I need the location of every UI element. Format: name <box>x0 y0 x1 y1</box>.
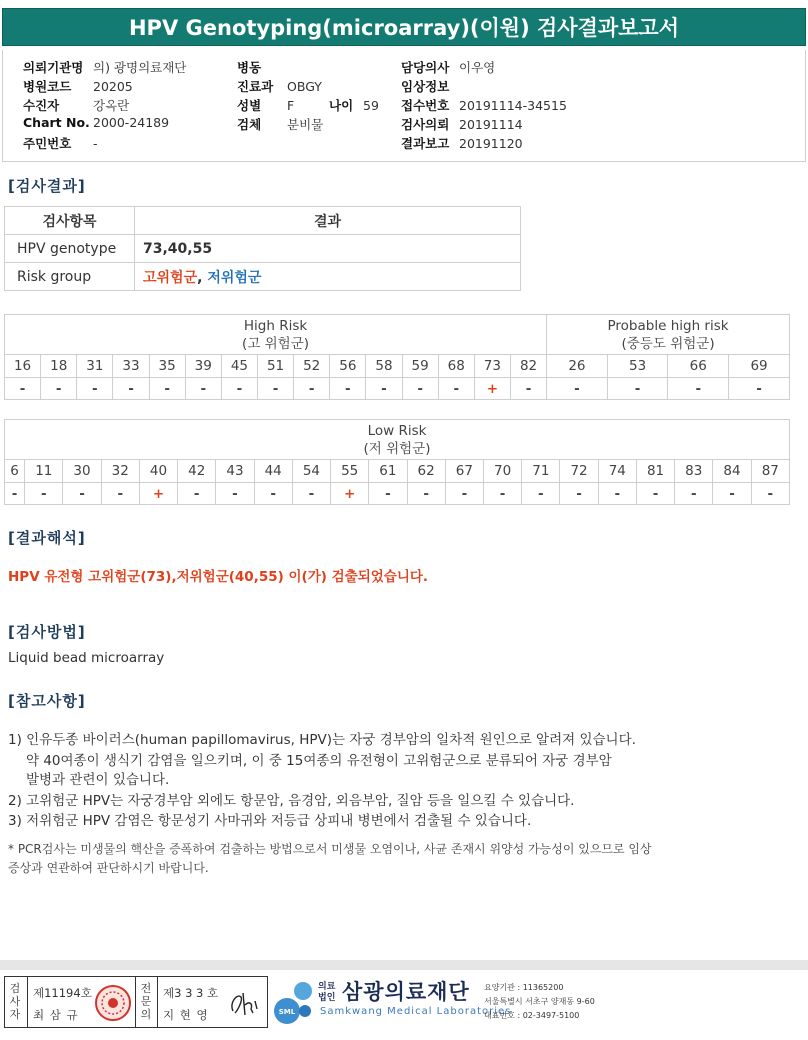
genotype-type-cell: 51 <box>257 355 293 378</box>
reference-line: 3) 저위험군 HPV 감염은 항문성기 사마귀와 저등급 상피내 병변에서 검출될 수 있습니다. <box>8 813 532 829</box>
examiner-vertical-label: 검사자 <box>9 982 21 1021</box>
genotype-type-cell: 35 <box>149 355 185 378</box>
genotype-type-cell: 16 <box>5 355 41 378</box>
genotype-result-cell: - <box>675 483 713 505</box>
divider <box>27 977 28 1027</box>
genotype-result-cell: - <box>407 483 445 505</box>
header-specimen: 검체 분비물 <box>237 117 324 132</box>
specialist-name: 지 현 영 <box>163 1008 209 1022</box>
genotype-result-cell: - <box>330 378 366 400</box>
genotype-result-cell: - <box>254 483 292 505</box>
header-ward: 병동 <box>237 60 262 75</box>
genotype-type-cell: 45 <box>221 355 257 378</box>
specialist-vertical-label: 전문의 <box>140 982 152 1021</box>
signature-box <box>4 976 268 1028</box>
header-patient-name: 수진자 강옥란 <box>23 98 130 113</box>
section-interpretation-title: [결과해석] <box>8 529 86 547</box>
genotype-result-cell: - <box>668 378 729 400</box>
genotype-result-cell: - <box>607 378 668 400</box>
result-head-result: 결과 <box>135 207 521 235</box>
report-title: HPV Genotyping(microarray)(이원) 검사결과보고서 <box>2 8 806 46</box>
genotype-type-cell: 18 <box>41 355 77 378</box>
examiner-name: 최 삼 규 <box>33 1008 79 1022</box>
corp-english-name: Samkwang Medical Laboratories <box>320 1006 512 1017</box>
genotype-result-cell: - <box>522 483 560 505</box>
high-risk-group-header: High Risk (고 위험군) <box>5 315 547 355</box>
divider <box>157 977 158 1027</box>
header-department: 진료과 OBGY <box>237 79 322 94</box>
low-risk-result-row <box>5 483 790 505</box>
genotype-type-cell: 67 <box>445 460 483 483</box>
genotype-type-cell: 53 <box>607 355 668 378</box>
genotype-type-cell: 6 <box>5 460 25 483</box>
signature-icon <box>223 983 263 1023</box>
genotype-result-cell: - <box>729 378 790 400</box>
genotype-result-cell: - <box>402 378 438 400</box>
reference-line: 2) 고위험군 HPV는 자궁경부암 외에도 항문암, 음경암, 외음부암, 질암 등을 일으킬 수 있습니다. <box>8 793 575 809</box>
genotype-result-cell: - <box>101 483 139 505</box>
genotype-type-cell: 32 <box>101 460 139 483</box>
genotype-type-cell: 61 <box>369 460 407 483</box>
genotype-result-cell: - <box>445 483 483 505</box>
genotype-result-cell: + <box>474 378 510 400</box>
risk-low-text: 저위험군 <box>207 269 262 286</box>
genotype-type-cell: 26 <box>547 355 608 378</box>
genotype-result-cell: - <box>483 483 521 505</box>
genotype-result-cell: - <box>560 483 598 505</box>
genotype-result-cell: - <box>547 378 608 400</box>
genotype-type-cell: 70 <box>483 460 521 483</box>
genotype-type-cell: 58 <box>366 355 402 378</box>
reference-line: 발병과 관련이 있습니다. <box>26 772 170 788</box>
header-sex: 성별 F <box>237 98 295 113</box>
header-hospital-code: 병원코드 20205 <box>23 79 133 94</box>
genotype-type-cell: 39 <box>185 355 221 378</box>
reference-line: 1) 인유두종 바이러스(human papillomavirus, HPV)는 자궁 경부암의 일차적 원인으로 알려져 있습니다. <box>8 732 636 748</box>
corp-address: 서울특별시 서초구 양재동 9-60 <box>484 997 595 1006</box>
risk-group-value <box>135 263 521 291</box>
genotype-type-cell: 54 <box>292 460 330 483</box>
genotype-value: 73,40,55 <box>135 235 521 263</box>
probable-high-risk-group-header: Probable high risk (중등도 위험군) <box>547 315 790 355</box>
genotype-type-cell: 11 <box>25 460 63 483</box>
genotype-type-cell: 82 <box>510 355 546 378</box>
corp-type: 의료 법인 <box>318 982 336 1003</box>
genotype-result-cell: - <box>510 378 546 400</box>
section-reference-title: [참고사항] <box>8 692 86 710</box>
genotype-result-cell: - <box>438 378 474 400</box>
result-head-item: 검사항목 <box>5 207 135 235</box>
genotype-result-cell: - <box>366 378 402 400</box>
genotype-result-cell: + <box>139 483 177 505</box>
header-report-date: 결과보고 20191120 <box>401 136 523 151</box>
genotype-type-cell: 72 <box>560 460 598 483</box>
genotype-result-cell: - <box>292 483 330 505</box>
section-result-title: [검사결과] <box>8 177 86 195</box>
pcr-note-line: 증상과 연관하여 판단하시기 바랍니다. <box>8 861 209 875</box>
genotype-type-cell: 66 <box>668 355 729 378</box>
genotype-result-cell: - <box>216 483 254 505</box>
genotype-result-cell: - <box>178 483 216 505</box>
footer-divider <box>0 960 808 970</box>
genotype-type-cell: 81 <box>636 460 674 483</box>
risk-separator: , <box>197 269 208 286</box>
table-row <box>5 235 521 263</box>
genotype-type-cell: 84 <box>713 460 751 483</box>
genotype-result-cell: - <box>5 483 25 505</box>
logo-text: SML <box>278 1008 296 1016</box>
genotype-result-cell: - <box>77 378 113 400</box>
genotype-result-cell: - <box>25 483 63 505</box>
header-requesting-org: 의뢰기관명 의) 광명의료재단 <box>23 60 187 75</box>
genotype-result-cell: + <box>331 483 369 505</box>
examiner-seal-icon <box>93 983 133 1023</box>
genotype-result-cell: - <box>257 378 293 400</box>
risk-group-label: Risk group <box>5 263 135 291</box>
genotype-result-cell: - <box>294 378 330 400</box>
examiner-license-no: 제11194호 <box>33 986 92 1000</box>
genotype-type-cell: 68 <box>438 355 474 378</box>
low-risk-type-row <box>5 460 790 483</box>
reference-line: 약 40여종이 생식기 감염을 일으키며, 이 중 15여종의 유전형이 고위험군으로 분류되어 자궁 경부암 <box>26 753 612 769</box>
genotype-type-cell: 83 <box>675 460 713 483</box>
header-doctor: 담당의사 이우영 <box>401 60 496 75</box>
genotype-type-cell: 31 <box>77 355 113 378</box>
sml-logo-icon <box>272 978 316 1026</box>
header-request-date: 검사의뢰 20191114 <box>401 117 523 132</box>
low-risk-genotype-table <box>4 419 790 505</box>
result-summary-table <box>4 206 521 291</box>
header-resident-no: 주민번호 - <box>23 136 98 151</box>
genotype-result-cell: - <box>113 378 149 400</box>
genotype-type-cell: 30 <box>63 460 101 483</box>
genotype-result-cell: - <box>221 378 257 400</box>
high-risk-genotype-table <box>4 314 790 400</box>
header-chart-no: Chart No. 2000-24189 <box>23 115 170 130</box>
corp-phone: 대표번호 : 02-3497-5100 <box>484 1011 580 1020</box>
interpretation-text: HPV 유전형 고위험군(73),저위험군(40,55) 이(가) 검출되었습니다. <box>8 569 429 585</box>
genotype-type-cell: 62 <box>407 460 445 483</box>
genotype-result-cell: - <box>41 378 77 400</box>
genotype-type-cell: 74 <box>598 460 636 483</box>
genotype-result-cell: - <box>369 483 407 505</box>
genotype-result-cell: - <box>751 483 789 505</box>
low-risk-group-header: Low Risk (저 위험군) <box>5 420 790 460</box>
genotype-result-cell: - <box>149 378 185 400</box>
pcr-note-line: * PCR검사는 미생물의 핵산을 증폭하여 검출하는 방법으로서 미생물 오염이나, 사균 존재시 위양성 가능성이 있으므로 임상 <box>8 842 652 856</box>
genotype-result-cell: - <box>713 483 751 505</box>
patient-info-header <box>2 50 806 162</box>
genotype-type-cell: 69 <box>729 355 790 378</box>
genotype-result-cell: - <box>636 483 674 505</box>
genotype-type-cell: 59 <box>402 355 438 378</box>
header-clinical-info: 임상정보 <box>401 79 450 94</box>
method-text: Liquid bead microarray <box>8 650 165 666</box>
high-risk-type-row <box>5 355 790 378</box>
genotype-type-cell: 87 <box>751 460 789 483</box>
genotype-type-cell: 33 <box>113 355 149 378</box>
genotype-type-cell: 73 <box>474 355 510 378</box>
table-row <box>5 263 521 291</box>
genotype-result-cell: - <box>5 378 41 400</box>
specialist-license-no: 제3 3 3 호 <box>163 986 219 1000</box>
header-age: 나이 59 <box>329 98 379 113</box>
risk-high-text: 고위험군 <box>143 269 198 286</box>
genotype-label: HPV genotype <box>5 235 135 263</box>
genotype-type-cell: 40 <box>139 460 177 483</box>
header-receipt-no: 접수번호 20191114-34515 <box>401 98 567 113</box>
genotype-result-cell: - <box>598 483 636 505</box>
genotype-type-cell: 43 <box>216 460 254 483</box>
high-risk-result-row <box>5 378 790 400</box>
section-method-title: [검사방법] <box>8 623 86 641</box>
genotype-type-cell: 55 <box>331 460 369 483</box>
corp-name: 삼광의료재단 <box>342 980 470 1004</box>
genotype-type-cell: 44 <box>254 460 292 483</box>
genotype-result-cell: - <box>63 483 101 505</box>
genotype-type-cell: 52 <box>294 355 330 378</box>
genotype-result-cell: - <box>185 378 221 400</box>
genotype-type-cell: 71 <box>522 460 560 483</box>
genotype-type-cell: 56 <box>330 355 366 378</box>
genotype-type-cell: 42 <box>178 460 216 483</box>
corp-institution-no: 요양기관 : 11365200 <box>484 983 564 992</box>
